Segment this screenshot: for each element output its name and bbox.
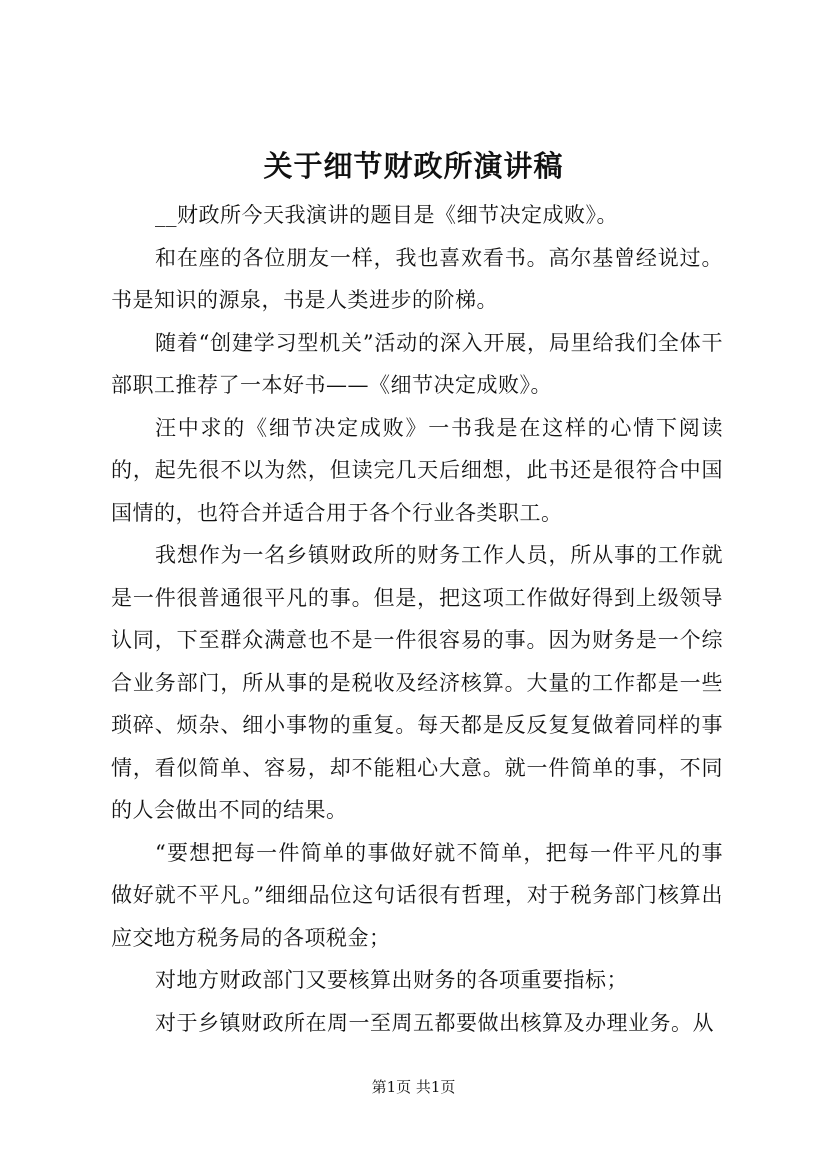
- paragraph-5: 我想作为一名乡镇财政所的财务工作人员，所从事的工作就是一件很普通很平凡的事。但是，把这项工作做好得到上级领导认同，下至群众满意也不是一件很容易的事。因为财务是一个综合业务部门，所从事的是税收及经济核算。大量的工作都是一些琐碎、烦杂、细小事物的重复。每天都是反反复复做着同样的事情，看似简单、容易，却不能粗心大意。就一件简单的事，不同的人会做出不同的结果。: [111, 543, 723, 822]
- paragraph-1: __财政所今天我演讲的题目是《细节决定成败》。: [155, 203, 618, 227]
- paragraph-8: 对于乡镇财政所在周一至周五都要做出核算及办理业务。从: [155, 1010, 714, 1035]
- paragraph-2: 和在座的各位朋友一样，我也喜欢看书。高尔基曾经说过。书是知识的源泉，书是人类进步的阶梯。: [111, 245, 723, 312]
- document-title: 关于细节财政所演讲稿: [263, 149, 564, 183]
- paragraph-4: 汪中求的《细节决定成败》一书我是在这样的心情下阅读的，起先很不以为然，但读完几天后细想，此书还是很符合中国国情的，也符合并适合用于各个行业各类职工。: [111, 415, 723, 525]
- document-body: [111, 194, 723, 1044]
- paragraph-7: 对地方财政部门又要核算出财务的各项重要指标；: [155, 968, 628, 992]
- paragraph-6: “要想把每一件简单的事做好就不简单，把每一件平凡的事做好就不平凡。”细细品位这句话很有哲理，对于税务部门核算出应交地方税务局的各项税金；: [111, 840, 723, 950]
- page-footer: 第1页 共1页: [371, 1078, 456, 1096]
- paragraph-3: 随着“创建学习型机关”活动的深入开展，局里给我们全体干部职工推荐了一本好书——《细节决定成败》。: [111, 330, 723, 397]
